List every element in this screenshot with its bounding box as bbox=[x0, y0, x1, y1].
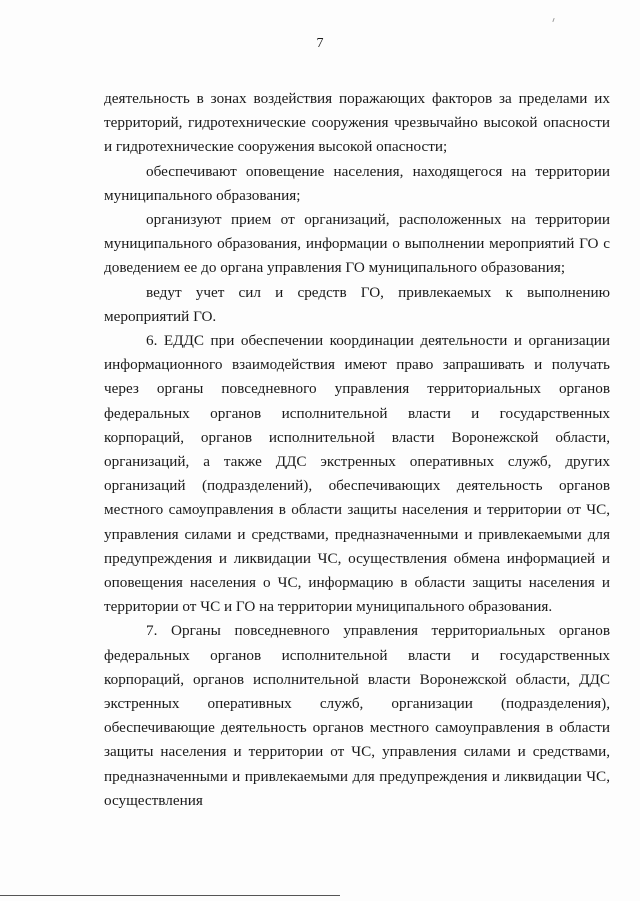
paragraph-item-6: 6. ЕДДС при обеспечении координации деятельности и организации информационного взаимодействия имеют право запрашивать и получать через органы повседневного управления территориальных органов федеральных органов исполнительной власти и государственных корпораций, органов исполнительной власти Воронежской области, организаций, а также ДДС экстренных оперативных служб, других организаций (подразделений), обеспечивающих деятельность органов местного самоуправления в области защиты населения и территории от ЧС, управления силами и средствами, предназначенными и привлекаемыми для предупреждения и ликвидации ЧС, осуществления обмена информацией и оповещения населения о ЧС, информацию в области защиты населения и территории от ЧС и ГО на территории муниципального образования. bbox=[104, 332, 610, 616]
paragraph-accounting: ведут учет сил и средств ГО, привлекаемых к выполнению мероприятий ГО. bbox=[104, 283, 610, 325]
paragraph-continuation: деятельность в зонах воздействия поражающих факторов за пределами их территорий, гидротехнические сооружения чрезвычайно высокой опасности и гидротехнические сооружения высокой опасности; bbox=[104, 90, 610, 156]
paragraph-notification: обеспечивают оповещение населения, находящегося на территории муниципального образования; bbox=[104, 162, 610, 204]
paragraph-item-7: 7. Органы повседневного управления территориальных органов федеральных органов исполнительной власти и государственных корпораций, органов исполнительной власти Воронежской области, ДДС экстренных оперативных служб, организации (подразделения), обеспечивающие деятельность органов местного самоуправления в области защиты населения и территории от ЧС, управления силами и средствами, предназначенными и привлекаемыми для предупреждения и ликвидации ЧС, осуществления bbox=[104, 622, 610, 809]
paragraph-reception: организуют прием от организаций, расположенных на территории муниципального образования, информации о выполнении мероприятий ГО с доведением ее до органа управления ГО муниципального образования; bbox=[104, 211, 610, 277]
page-number: 7 bbox=[316, 36, 324, 51]
body-text bbox=[104, 87, 610, 813]
bottom-rule bbox=[0, 895, 340, 896]
scan-speck bbox=[552, 18, 554, 22]
